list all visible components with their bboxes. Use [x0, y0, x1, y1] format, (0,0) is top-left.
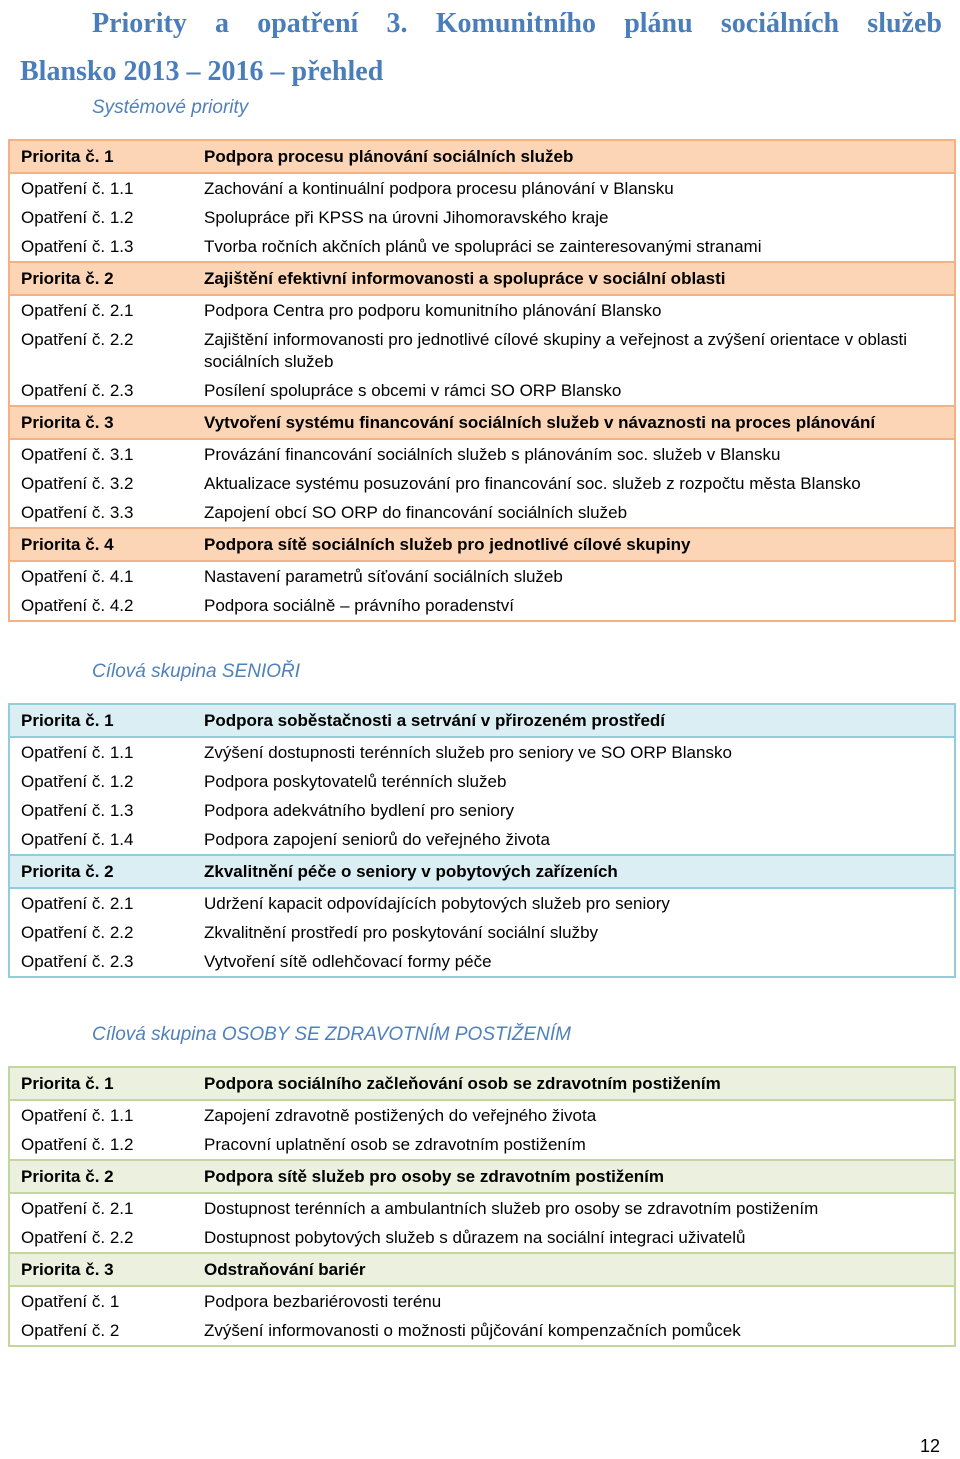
priority-row: [9, 1067, 955, 1100]
measure-text: Vytvoření sítě odlehčovací formy péče: [204, 952, 492, 971]
priority-row: [9, 406, 955, 439]
system-priorities-table: [8, 139, 956, 622]
measure-row: [9, 325, 955, 376]
seniors-table: [8, 703, 956, 978]
priority-label: Priorita č. 2: [9, 262, 193, 295]
measure-row: [9, 232, 955, 262]
priority-text: Odstraňování bariér: [193, 1253, 955, 1286]
measure-text: Dostupnost terénních a ambulantních služeb pro osoby se zdravotním postižením: [204, 1199, 819, 1218]
section-heading-seniors: Cílová skupina SENIOŘI: [92, 661, 301, 682]
page-number: 12: [919, 1436, 940, 1456]
measure-row: [9, 825, 955, 855]
priority-text: Podpora sítě služeb pro osoby se zdravotním postižením: [193, 1160, 955, 1193]
priority-text: Podpora procesu plánování sociálních služeb: [193, 140, 955, 173]
measure-text: Nastavení parametrů síťování sociálních služeb: [204, 567, 563, 586]
section-heading-system: Systémové priority: [92, 97, 249, 118]
measure-label: Opatření č. 2.2: [21, 1228, 134, 1247]
measure-row: [9, 918, 955, 947]
measure-label: Opatření č. 3.3: [21, 503, 134, 522]
measure-row: [9, 498, 955, 528]
measure-label: Opatření č. 4.1: [21, 567, 134, 586]
measure-label: Opatření č. 3.2: [21, 474, 134, 493]
measure-row: [9, 796, 955, 825]
measure-text: Podpora Centra pro podporu komunitního plánování Blansko: [204, 301, 662, 320]
priority-label: Priorita č. 3: [9, 1253, 193, 1286]
measure-row: [9, 1223, 955, 1253]
measure-text: Zkvalitnění prostředí pro poskytování sociální služby: [204, 923, 599, 942]
measure-label: Opatření č. 1: [21, 1292, 120, 1311]
measure-text: Provázání financování sociálních služeb s plánováním soc. služeb v Blansku: [204, 445, 781, 464]
measure-label: Opatření č. 1.1: [21, 179, 134, 198]
title-line-1: Priority a opatření 3. Komunitního plánu sociálních služeb: [92, 8, 942, 39]
measure-row: [9, 295, 955, 325]
priority-text: Podpora sítě sociálních služeb pro jednotlivé cílové skupiny: [193, 528, 955, 561]
measure-label: Opatření č. 2.1: [21, 1199, 134, 1218]
measure-row: [9, 591, 955, 621]
measure-label: Opatření č. 1.3: [21, 237, 134, 256]
priority-text: Zkvalitnění péče o seniory v pobytových zařízeních: [193, 855, 955, 888]
priority-row: [9, 1253, 955, 1286]
measure-text: Podpora poskytovatelů terénních služeb: [204, 772, 507, 791]
priority-row: [9, 262, 955, 295]
measure-label: Opatření č. 2.2: [21, 923, 134, 942]
measure-label: Opatření č. 2: [21, 1321, 120, 1340]
measure-label: Opatření č. 1.2: [21, 1135, 134, 1154]
measure-text: Zvýšení dostupnosti terénních služeb pro seniory ve SO ORP Blansko: [204, 743, 732, 762]
measure-label: Opatření č. 2.3: [21, 381, 134, 400]
measure-text: Podpora sociálně – právního poradenství: [204, 596, 514, 615]
measure-row: [9, 439, 955, 469]
measure-label: Opatření č. 2.3: [21, 952, 134, 971]
priority-text: Podpora soběstačnosti a setrvání v přirozeném prostředí: [193, 704, 955, 737]
measure-label: Opatření č. 2.2: [21, 330, 134, 349]
priority-row: [9, 528, 955, 561]
section-heading-disabled: Cílová skupina OSOBY SE ZDRAVOTNÍM POSTIŽENÍM: [92, 1024, 571, 1045]
priority-text: Vytvoření systému financování sociálních služeb v návaznosti na proces plánování: [193, 406, 955, 439]
measure-text: Pracovní uplatnění osob se zdravotním postižením: [204, 1135, 586, 1154]
measure-row: [9, 767, 955, 796]
measure-text: Spolupráce při KPSS na úrovni Jihomoravského kraje: [204, 208, 609, 227]
document-title: [20, 0, 942, 96]
measure-label: Opatření č. 4.2: [21, 596, 134, 615]
disabled-persons-table: [8, 1066, 956, 1347]
measure-row: [9, 1286, 955, 1316]
measure-row: [9, 1130, 955, 1160]
measure-row: [9, 469, 955, 498]
measure-text: Podpora bezbariérovosti terénu: [204, 1292, 442, 1311]
priority-text: Zajištění efektivní informovanosti a spolupráce v sociální oblasti: [193, 262, 955, 295]
measure-text: Aktualizace systému posuzování pro financování soc. služeb z rozpočtu města Blansko: [204, 474, 861, 493]
measure-text: Tvorba ročních akčních plánů ve spolupráci se zainteresovanými stranami: [204, 237, 762, 256]
measure-row: [9, 737, 955, 767]
measure-label: Opatření č. 1.2: [21, 772, 134, 791]
measure-label: Opatření č. 2.1: [21, 894, 134, 913]
measure-row: [9, 947, 955, 977]
priority-label: Priorita č. 2: [9, 855, 193, 888]
measure-text: Zachování a kontinuální podpora procesu plánování v Blansku: [204, 179, 674, 198]
measure-row: [9, 1193, 955, 1223]
measure-row: [9, 888, 955, 918]
priority-row: [9, 855, 955, 888]
measure-row: [9, 173, 955, 203]
measure-text: Posílení spolupráce s obcemi v rámci SO ORP Blansko: [204, 381, 622, 400]
measure-row: [9, 376, 955, 406]
measure-label: Opatření č. 3.1: [21, 445, 134, 464]
measure-label: Opatření č. 1.4: [21, 830, 134, 849]
priority-row: [9, 140, 955, 173]
measure-row: [9, 203, 955, 232]
priority-label: Priorita č. 1: [9, 140, 193, 173]
priority-text: Podpora sociálního začleňování osob se zdravotním postižením: [193, 1067, 955, 1100]
priority-row: [9, 1160, 955, 1193]
measure-text: Zvýšení informovanosti o možnosti půjčování kompenzačních pomůcek: [204, 1321, 741, 1340]
measure-text: Zapojení obcí SO ORP do financování sociálních služeb: [204, 503, 628, 522]
measure-text: Podpora zapojení seniorů do veřejného života: [204, 830, 550, 849]
measure-text: Zapojení zdravotně postižených do veřejného života: [204, 1106, 597, 1125]
measure-text: Podpora adekvátního bydlení pro seniory: [204, 801, 514, 820]
priority-label: Priorita č. 2: [9, 1160, 193, 1193]
measure-text: Zajištění informovanosti pro jednotlivé cílové skupiny a veřejnost a zvýšení orientace v oblasti sociálních služeb: [204, 330, 908, 371]
measure-label: Opatření č. 1.1: [21, 1106, 134, 1125]
measure-row: [9, 561, 955, 591]
measure-label: Opatření č. 1.1: [21, 743, 134, 762]
priority-label: Priorita č. 4: [9, 528, 193, 561]
measure-row: [9, 1100, 955, 1130]
priority-row: [9, 704, 955, 737]
measure-text: Udržení kapacit odpovídajících pobytových služeb pro seniory: [204, 894, 670, 913]
priority-label: Priorita č. 3: [9, 406, 193, 439]
measure-label: Opatření č. 1.3: [21, 801, 134, 820]
measure-label: Opatření č. 2.1: [21, 301, 134, 320]
title-line-2: Blansko 2013 – 2016 – přehled: [20, 56, 384, 87]
measure-text: Dostupnost pobytových služeb s důrazem na sociální integraci uživatelů: [204, 1228, 746, 1247]
priority-label: Priorita č. 1: [9, 704, 193, 737]
measure-row: [9, 1316, 955, 1346]
measure-label: Opatření č. 1.2: [21, 208, 134, 227]
priority-label: Priorita č. 1: [9, 1067, 193, 1100]
